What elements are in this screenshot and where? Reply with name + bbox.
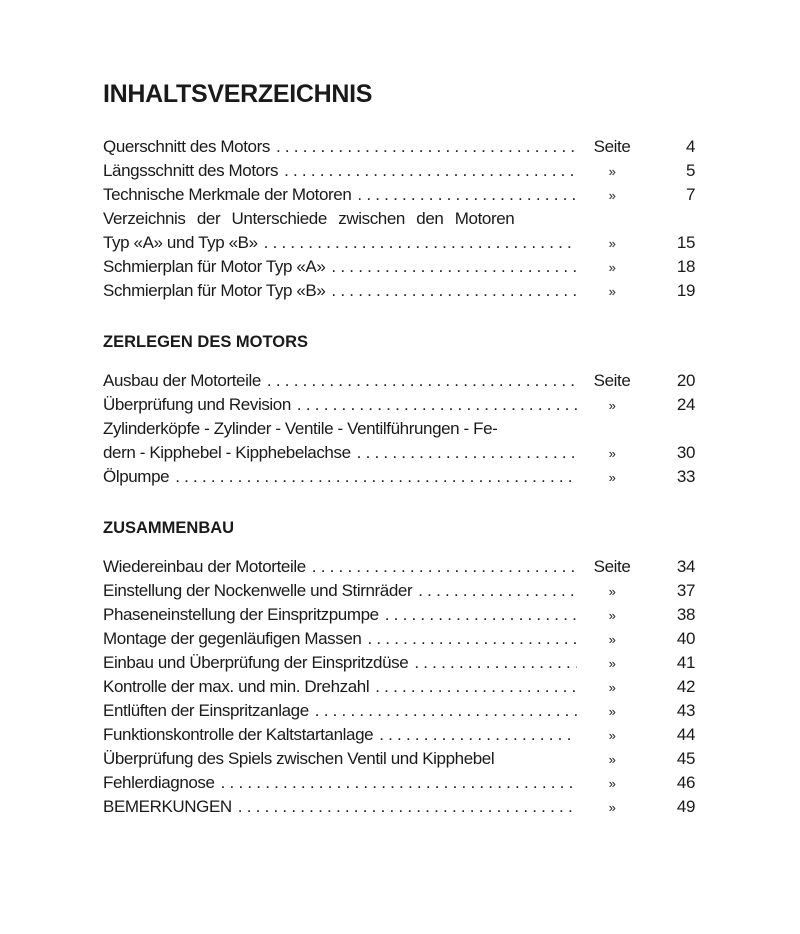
toc-entry — [103, 579, 703, 603]
toc-entry — [103, 675, 703, 699]
dot-leader — [331, 255, 577, 279]
ditto-mark: » — [608, 656, 616, 671]
ditto-mark: » — [608, 164, 616, 179]
entry-label: Schmierplan für Motor Typ «A» — [103, 257, 326, 276]
page-title: INHALTSVERZEICHNIS — [103, 80, 373, 108]
entry-label: Wiedereinbau der Motorteile — [103, 557, 306, 576]
dot-leader — [264, 231, 577, 255]
page-number: 49 — [676, 797, 695, 816]
page-number: 44 — [676, 725, 695, 744]
toc-entry — [103, 231, 703, 255]
entry-label: Zylinderköpfe - Zylinder - Ventile - Ventilführungen - Fe- — [103, 419, 498, 438]
entry-label: Längsschnitt des Motors — [103, 161, 279, 180]
ditto-mark: » — [608, 608, 616, 623]
entry-label: dern - Kipphebel - Kipphebelachse — [103, 443, 351, 462]
ditto-mark: » — [608, 260, 616, 275]
page-number: 19 — [676, 281, 695, 300]
toc-entry — [103, 795, 703, 819]
dot-leader — [385, 603, 577, 627]
entry-label: Einstellung der Nockenwelle und Stirnräder — [103, 581, 413, 600]
page-number: 4 — [685, 137, 695, 156]
toc-entry — [103, 723, 703, 747]
dot-leader — [221, 771, 577, 795]
entry-label: Typ «A» und Typ «B» — [103, 233, 258, 252]
toc-entry — [103, 159, 703, 183]
entry-label: Ausbau der Motorteile — [103, 371, 261, 390]
dot-leader — [267, 369, 577, 393]
entry-label: Querschnitt des Motors — [103, 137, 270, 156]
dot-leader — [331, 279, 577, 303]
section-title-assembly: ZUSAMMENBAU — [103, 519, 235, 537]
dot-leader — [379, 723, 577, 747]
entry-label: Phaseneinstellung der Einspritzpumpe — [103, 605, 379, 624]
table-of-contents-page — [103, 78, 703, 819]
entry-label: Schmierplan für Motor Typ «B» — [103, 281, 326, 300]
page-number: 45 — [676, 749, 695, 768]
dot-leader — [175, 465, 577, 489]
entry-label: Überprüfung und Revision — [103, 395, 291, 414]
ditto-mark: » — [608, 584, 616, 599]
toc-entry — [103, 279, 703, 303]
spacer — [103, 303, 703, 331]
dot-leader — [414, 651, 577, 675]
section-title-disassembly: ZERLEGEN DES MOTORS — [103, 333, 309, 351]
entry-label: Technische Merkmale der Motoren — [103, 185, 352, 204]
assembly-entry-list — [103, 555, 703, 819]
page-number: 38 — [676, 605, 695, 624]
ditto-mark: » — [608, 704, 616, 719]
disassembly-entry-list — [103, 369, 703, 489]
ditto-mark: » — [608, 284, 616, 299]
entry-label: Verzeichnis der Unterschiede zwischen den Motoren — [103, 209, 515, 228]
entry-label: Funktionskontrolle der Kaltstartanlage — [103, 725, 374, 744]
page-number: 42 — [676, 677, 695, 696]
page-number: 5 — [685, 161, 695, 180]
toc-entry-continued — [103, 417, 703, 441]
entry-label: Ölpumpe — [103, 467, 170, 486]
toc-entry — [103, 393, 703, 417]
toc-entry — [103, 771, 703, 795]
dot-leader — [297, 393, 577, 417]
dot-leader — [375, 675, 577, 699]
page-number: 18 — [676, 257, 695, 276]
toc-entry — [103, 627, 703, 651]
page-number: 30 — [676, 443, 695, 462]
toc-entry — [103, 747, 703, 771]
page-reference-label: Seite — [593, 137, 631, 156]
ditto-mark: » — [608, 446, 616, 461]
dot-leader — [284, 159, 577, 183]
spacer — [103, 353, 703, 369]
ditto-mark: » — [608, 470, 616, 485]
toc-entry — [103, 441, 703, 465]
page-number: 20 — [676, 371, 695, 390]
page-number: 41 — [676, 653, 695, 672]
page-number: 46 — [676, 773, 695, 792]
toc-entry — [103, 135, 703, 159]
dot-leader — [418, 579, 577, 603]
dot-leader — [238, 795, 577, 819]
spacer — [103, 539, 703, 555]
ditto-mark: » — [608, 188, 616, 203]
dot-leader — [357, 183, 577, 207]
ditto-mark: » — [608, 752, 616, 767]
dot-leader — [315, 699, 577, 723]
entry-label: Fehlerdiagnose — [103, 773, 215, 792]
entry-label: Montage der gegenläufigen Massen — [103, 629, 362, 648]
entry-label: Entlüften der Einspritzanlage — [103, 701, 309, 720]
ditto-mark: » — [608, 728, 616, 743]
entry-label: BEMERKUNGEN — [103, 797, 232, 816]
ditto-mark: » — [608, 800, 616, 815]
page-number: 37 — [676, 581, 695, 600]
entry-label: Einbau und Überprüfung der Einspritzdüse — [103, 653, 409, 672]
dot-leader — [357, 441, 577, 465]
toc-entry — [103, 651, 703, 675]
toc-entry — [103, 699, 703, 723]
page-reference-label: Seite — [593, 557, 631, 576]
toc-entry — [103, 369, 703, 393]
page-number: 7 — [685, 185, 695, 204]
dot-leader — [276, 135, 577, 159]
spacer — [103, 110, 703, 135]
toc-entry — [103, 465, 703, 489]
ditto-mark: » — [608, 680, 616, 695]
entry-label: Kontrolle der max. und min. Drehzahl — [103, 677, 370, 696]
toc-entry — [103, 255, 703, 279]
ditto-mark: » — [608, 236, 616, 251]
spacer — [103, 489, 703, 517]
toc-entry — [103, 183, 703, 207]
page-number: 15 — [676, 233, 695, 252]
ditto-mark: » — [608, 398, 616, 413]
ditto-mark: » — [608, 632, 616, 647]
entry-label: Überprüfung des Spiels zwischen Ventil und Kipphebel — [103, 749, 495, 768]
toc-entry — [103, 555, 703, 579]
toc-entry — [103, 603, 703, 627]
ditto-mark: » — [608, 776, 616, 791]
page-number: 43 — [676, 701, 695, 720]
page-number: 33 — [676, 467, 695, 486]
page-number: 34 — [676, 557, 695, 576]
dot-leader — [367, 627, 577, 651]
toc-entry-continued — [103, 207, 703, 231]
intro-entry-list — [103, 135, 703, 303]
page-number: 40 — [676, 629, 695, 648]
page-number: 24 — [676, 395, 695, 414]
page-reference-label: Seite — [593, 371, 631, 390]
dot-leader — [312, 555, 577, 579]
